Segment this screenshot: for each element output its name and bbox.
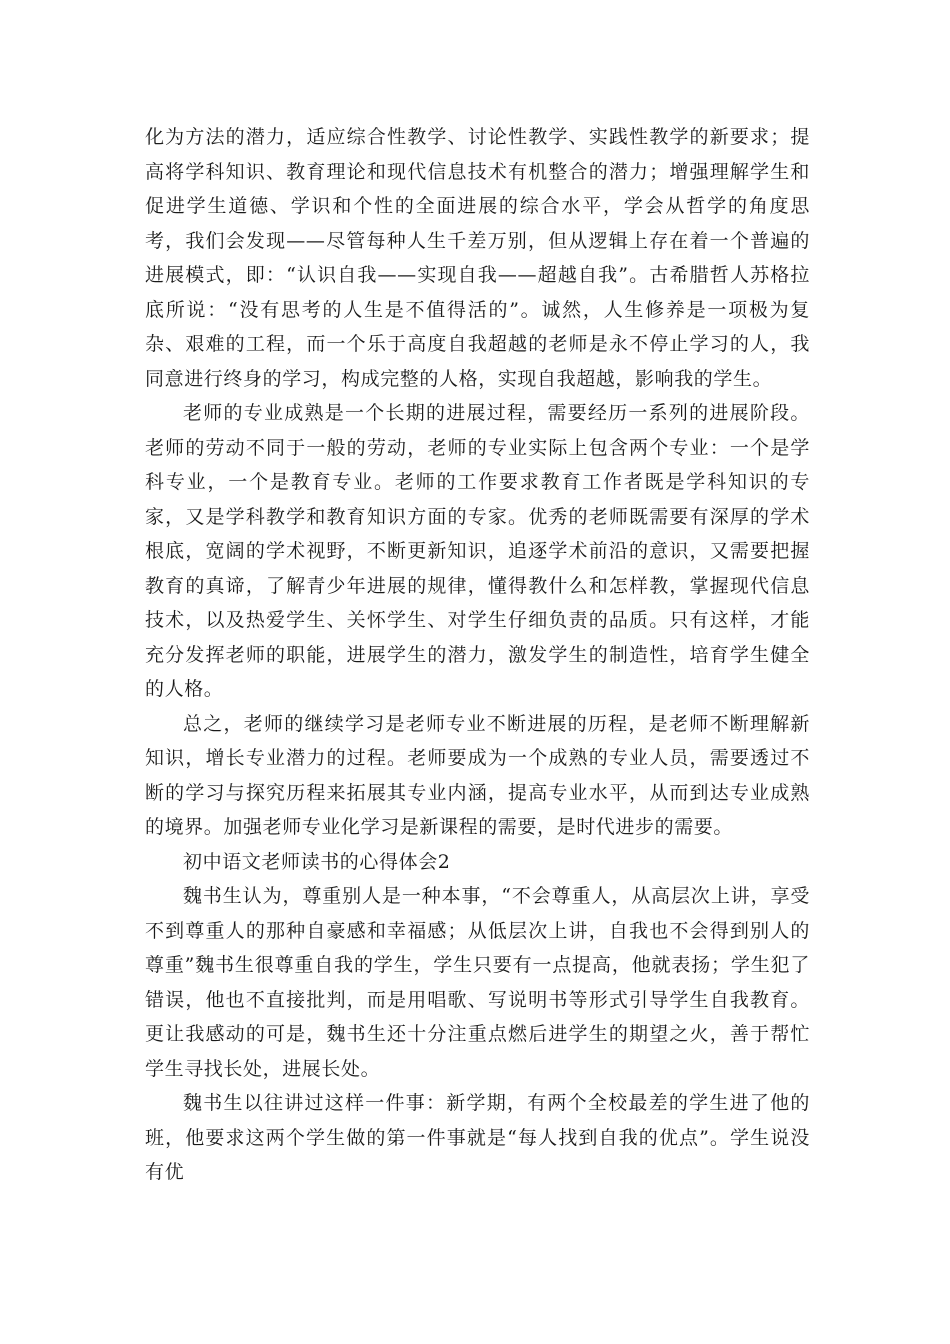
paragraph-5: 魏书生以往讲过这样一件事：新学期，有两个全校最差的学生进了他的班，他要求这两个学生做的第一件事就是“每人找到自我的优点”。学生说没有优 — [145, 1092, 810, 1183]
paragraph-1: 化为方法的潜力，适应综合性教学、讨论性教学、实践性教学的新要求；提高将学科知识、教育理论和现代信息技术有机整合的潜力；增强理解学生和促进学生道德、学识和个性的全面进展的综合水平，学会从哲学的角度思考，我们会发现——尽管每种人生千差万别，但从逻辑上存在着一个普遍的进展模式，即：“认识自我——实现自我——超越自我”。古希腊哲人苏格拉底所说：“没有思考的人生是不值得活的”。诚然，人生修养是一项极为复杂、艰难的工程，而一个乐于高度自我超越的老师是永不停止学习的人，我同意进行终身的学习，构成完整的人格，实现自我超越，影响我的学生。 — [145, 126, 810, 390]
document-body — [145, 120, 810, 1190]
paragraph-2: 老师的专业成熟是一个长期的进展过程，需要经历一系列的进展阶段。老师的劳动不同于一般的劳动，老师的专业实际上包含两个专业：一个是学科专业，一个是教育专业。老师的工作要求教育工作者既是学科知识的专家，又是学科教学和教育知识方面的专家。优秀的老师既需要有深厚的学术根底，宽阔的学术视野，不断更新知识，追逐学术前沿的意识，又需要把握教育的真谛，了解青少年进展的规律，懂得教什么和怎样教，掌握现代信息技术，以及热爱学生、关怀学生、对学生仔细负责的品质。只有这样，才能充分发挥老师的职能，进展学生的潜力，激发学生的制造性，培育学生健全的人格。 — [145, 402, 810, 700]
paragraph-3: 总之，老师的继续学习是老师专业不断进展的历程，是老师不断理解新知识，增长专业潜力的过程。老师要成为一个成熟的专业人员，需要透过不断的学习与探究历程来拓展其专业内涵，提高专业水平，从而到达专业成熟的境界。加强老师专业化学习是新课程的需要，是时代进步的需要。 — [145, 712, 810, 838]
paragraph-4: 魏书生认为，尊重别人是一种本事，“不会尊重人，从高层次上讲，享受不到尊重人的那种自豪感和幸福感；从低层次上讲，自我也不会得到别人的尊重”魏书生很尊重自我的学生，学生只要有一点提高，他就表扬；学生犯了错误，他也不直接批判，而是用唱歌、写说明书等形式引导学生自我教育。更让我感动的可是，魏书生还十分注重点燃后进学生的期望之火，善于帮忙学生寻找长处，进展长处。 — [145, 885, 810, 1080]
section-heading: 初中语文老师读书的心得体会2 — [183, 850, 451, 873]
